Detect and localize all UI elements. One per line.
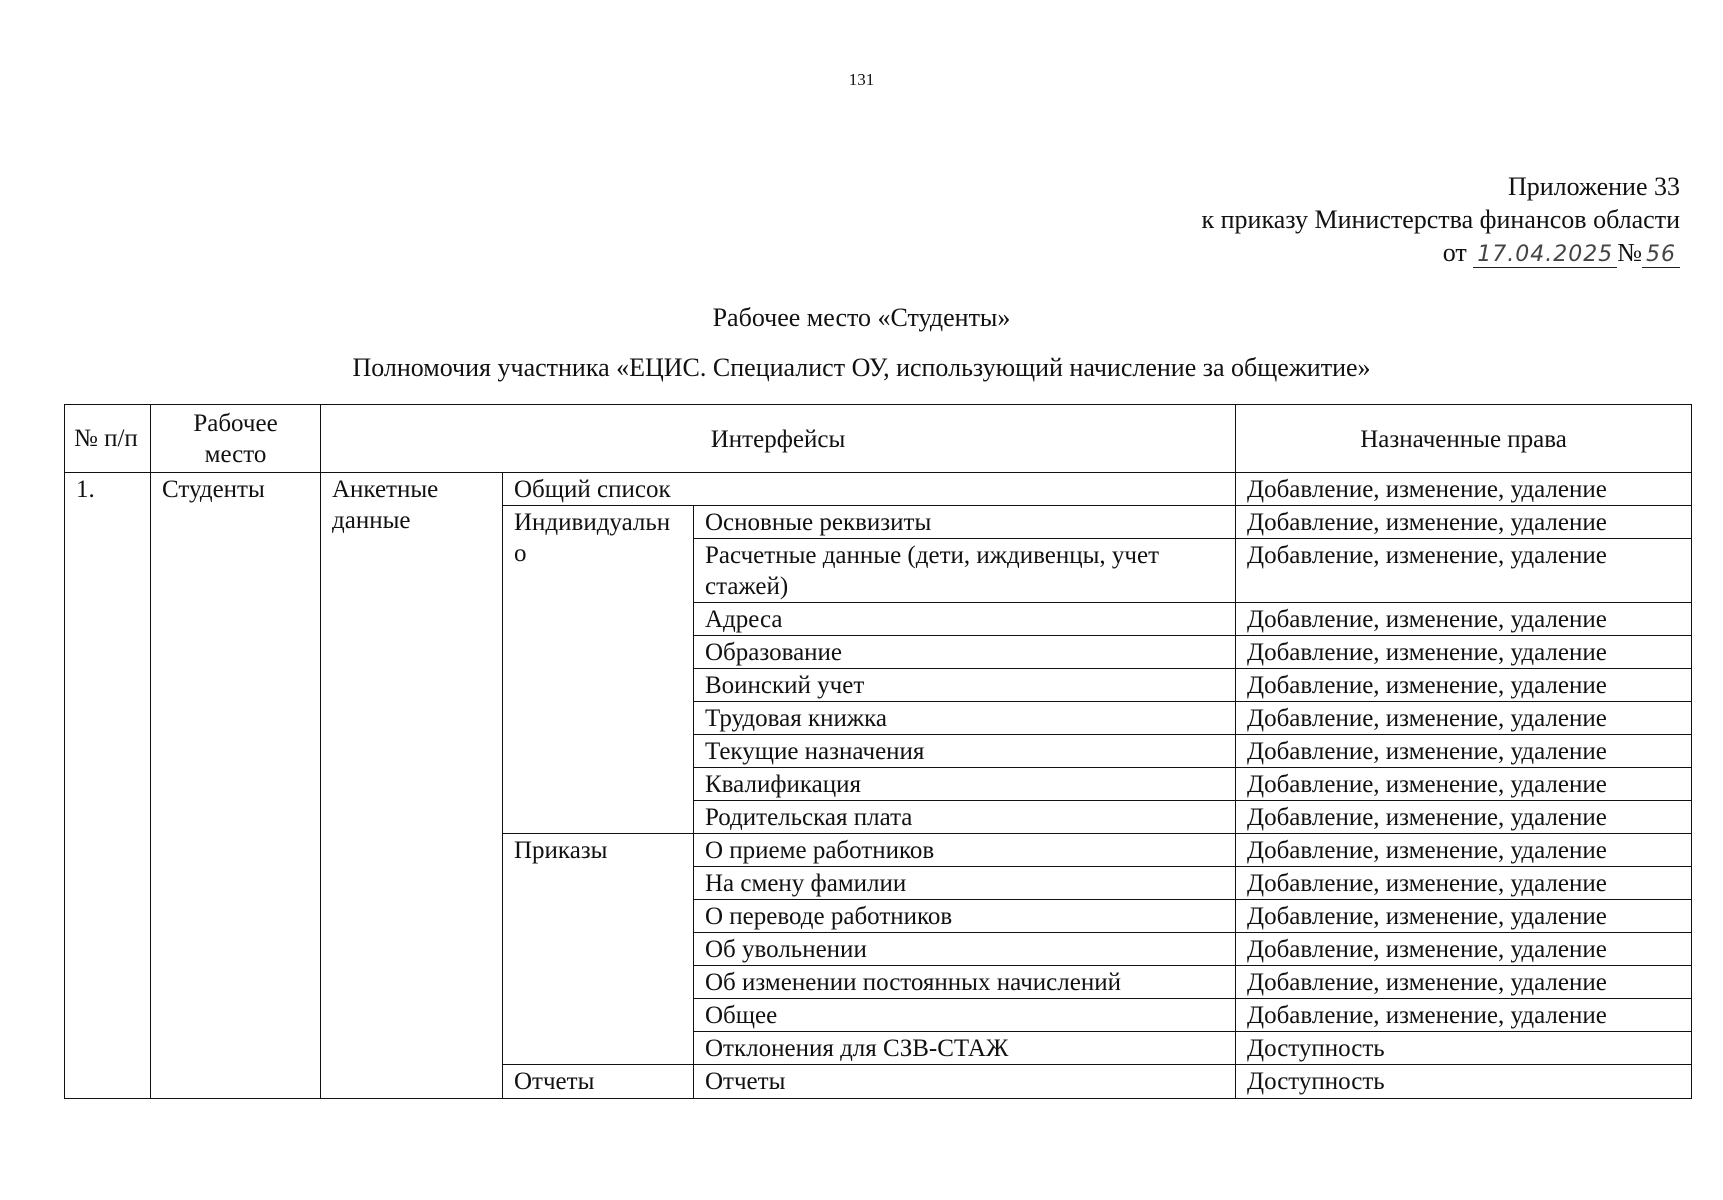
- header-rights: Назначенные права: [1236, 405, 1692, 473]
- interface-name: Образование: [694, 636, 1236, 669]
- group-label: Отчеты: [503, 1065, 694, 1099]
- interface-rights: Добавление, изменение, удаление: [1236, 900, 1692, 933]
- order-date: 17.04.2025: [1473, 242, 1617, 268]
- interface-rights: Добавление, изменение, удаление: [1236, 933, 1692, 966]
- interface-rights: Добавление, изменение, удаление: [1236, 636, 1692, 669]
- header-workplace: Рабочее место: [151, 405, 321, 473]
- table-row: [65, 473, 1692, 506]
- interface-name: Воинский учет: [694, 669, 1236, 702]
- interface-name: Текущие назначения: [694, 735, 1236, 768]
- appendix-title: Приложение 33: [1507, 172, 1680, 201]
- interface-rights: Добавление, изменение, удаление: [1236, 966, 1692, 999]
- interface-name: Отчеты: [694, 1065, 1236, 1099]
- permissions-table: [64, 404, 1692, 1099]
- order-number: 56: [1642, 242, 1680, 268]
- interface-name: Трудовая книжка: [694, 702, 1236, 735]
- appendix-order-reference: к приказу Министерства финансов области: [1201, 205, 1680, 234]
- interface-name: Отклонения для СЗВ-СТАЖ: [694, 1032, 1236, 1065]
- appendix-date-line: [1443, 236, 1680, 271]
- row-workplace: Студенты: [151, 473, 321, 1099]
- interface-rights: Добавление, изменение, удаление: [1236, 867, 1692, 900]
- interface-name: Об изменении постоянных начислений: [694, 966, 1236, 999]
- interface-rights: Добавление, изменение, удаление: [1236, 735, 1692, 768]
- interface-rights: Добавление, изменение, удаление: [1236, 702, 1692, 735]
- interface-rights: Доступность: [1236, 1065, 1692, 1099]
- interface-rights: Добавление, изменение, удаление: [1236, 669, 1692, 702]
- interface-name: Расчетные данные (дети, иждивенцы, учет стажей): [694, 539, 1236, 603]
- appendix-header: [1202, 170, 1681, 271]
- interface-name: Об увольнении: [694, 933, 1236, 966]
- workplace-title: Рабочее место «Студенты»: [712, 303, 1011, 332]
- date-prefix: от: [1442, 238, 1467, 267]
- interface-name: О переводе работников: [694, 900, 1236, 933]
- interface-rights: Добавление, изменение, удаление: [1236, 801, 1692, 834]
- interface-name: Общее: [694, 999, 1236, 1032]
- interface-rights: Добавление, изменение, удаление: [1236, 768, 1692, 801]
- row-section: Анкетные данные: [321, 473, 503, 1099]
- participant-title: Полномочия участника «ЕЦИС. Специалист ОУ, использующий начисление за общежитие»: [352, 353, 1371, 382]
- group-label: Индивидуально: [503, 506, 694, 834]
- interface-rights: Добавление, изменение, удаление: [1236, 506, 1692, 539]
- interface-name: На смену фамилии: [694, 867, 1236, 900]
- number-prefix: №: [1617, 238, 1642, 267]
- group-label: Приказы: [503, 834, 694, 1065]
- general-list-label: Общий список: [503, 473, 1236, 506]
- interface-rights: Добавление, изменение, удаление: [1236, 834, 1692, 867]
- row-number: 1.: [65, 473, 151, 1099]
- interface-name: О приеме работников: [694, 834, 1236, 867]
- interface-name: Адреса: [694, 603, 1236, 636]
- header-interfaces: Интерфейсы: [321, 405, 1236, 473]
- interface-rights: Добавление, изменение, удаление: [1236, 603, 1692, 636]
- general-list-rights: Добавление, изменение, удаление: [1236, 473, 1692, 506]
- page-number: 131: [848, 70, 875, 89]
- header-num: № п/п: [65, 405, 151, 473]
- interface-name: Основные реквизиты: [694, 506, 1236, 539]
- interface-rights: Добавление, изменение, удаление: [1236, 999, 1692, 1032]
- interface-rights: Доступность: [1236, 1032, 1692, 1065]
- interface-name: Родительская плата: [694, 801, 1236, 834]
- table-header-row: [65, 405, 1692, 473]
- interface-name: Квалификация: [694, 768, 1236, 801]
- interface-rights: Добавление, изменение, удаление: [1236, 539, 1692, 603]
